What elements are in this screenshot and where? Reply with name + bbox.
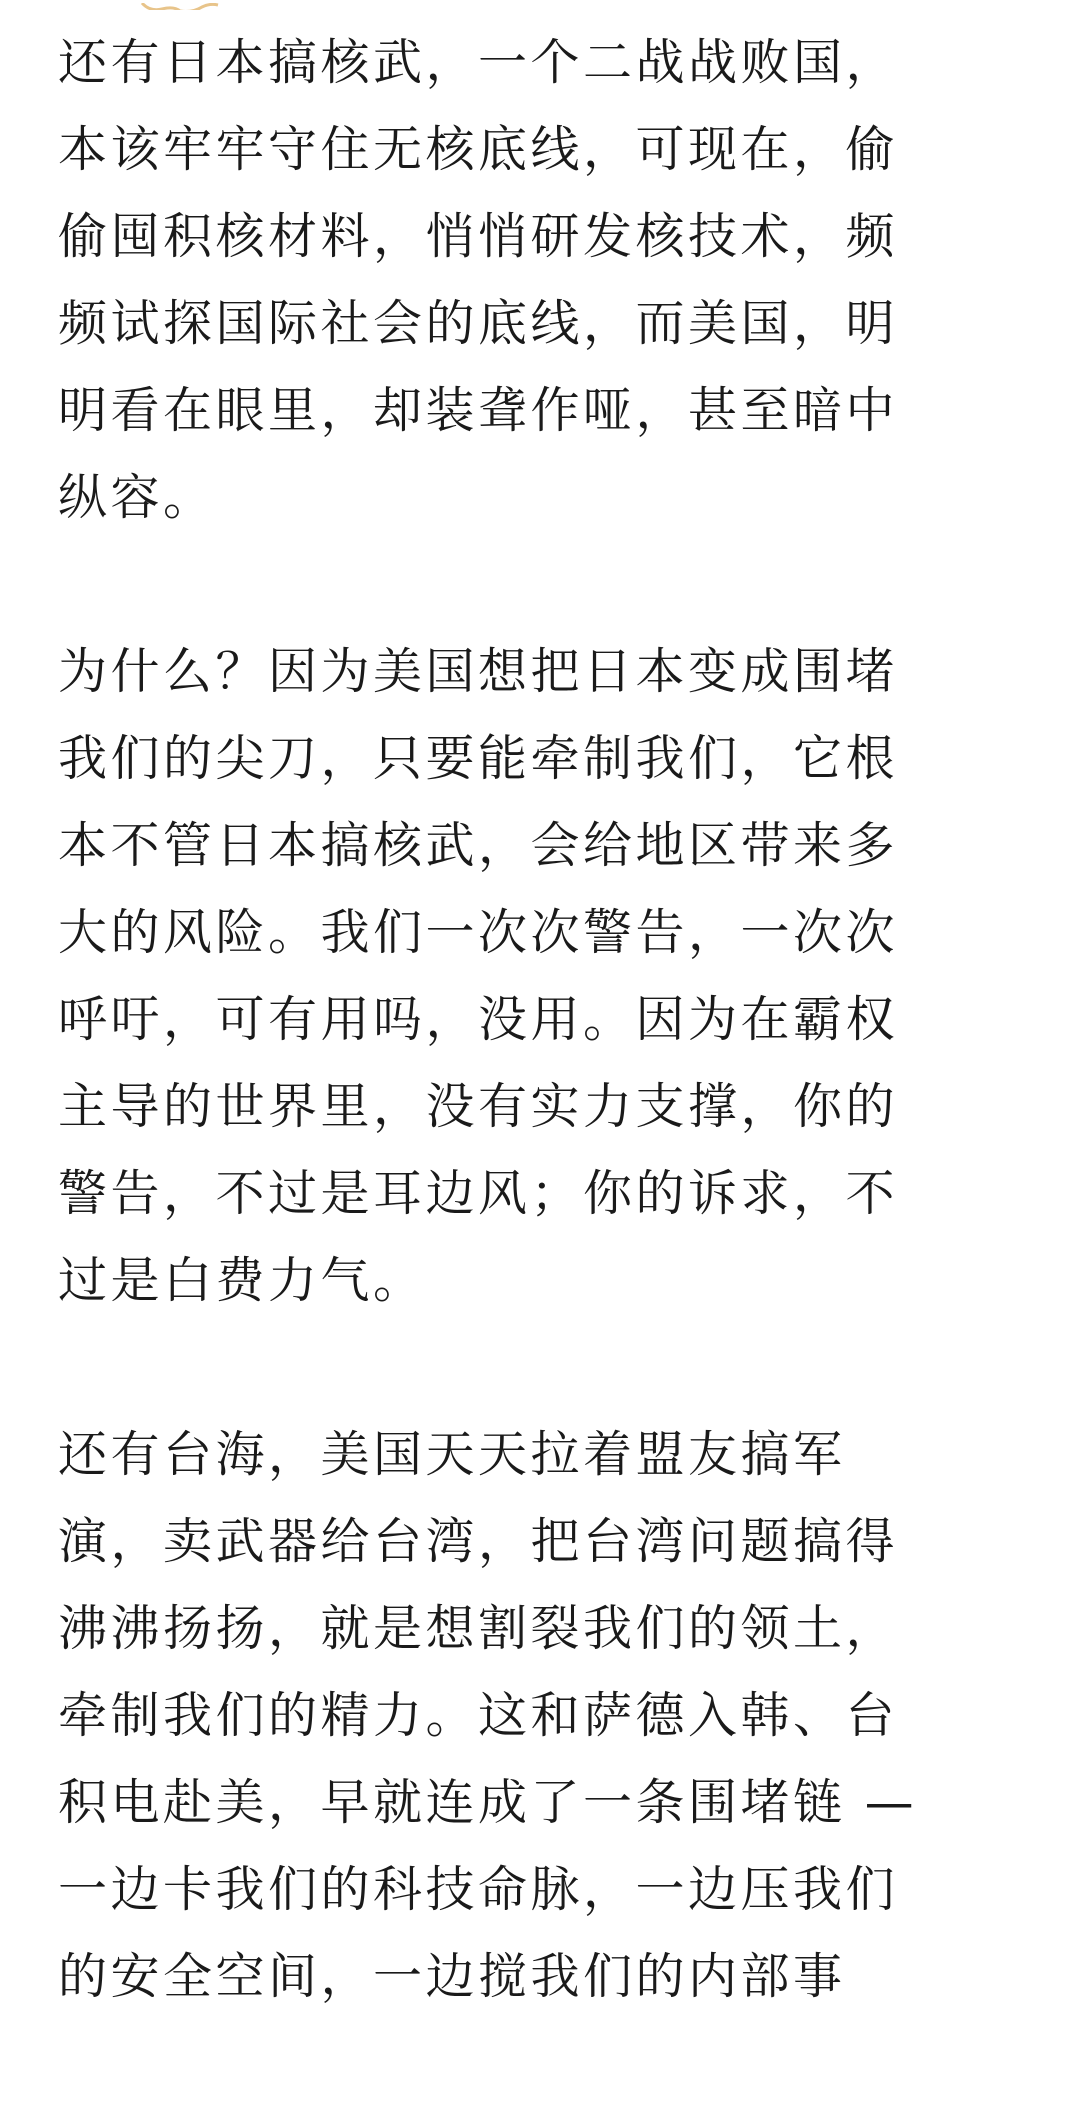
sticker-icon [140,0,220,10]
paragraph-why: 为什么？因为美国想把日本变成围堵 我们的尖刀，只要能牵制我们，它根 本不管日本搞核武，会给地区带来多 大的风险。我们一次次警告，一次次 呼吁，可有用吗，没用。因为在霸权 主导的世界里，没有实力支撑，你的 警告，不过是耳边风；你的诉求，不 过是白费力气。 [58,643,899,1309]
paragraph-taiwan-strait: 还有台海，美国天天拉着盟友搞军 演，卖武器给台湾，把台湾问题搞得 沸沸扬扬，就是想割裂我们的领土， 牵制我们的精力。这和萨德入韩、台 积电赴美，早就连成了一条围堵链 — 一边卡我们的科技命脉，一边压我们 的安全空间，一边搅我们的内部事 [58,1426,918,2005]
article-body [58,19,1028,2107]
paragraph-japan-nuclear: 还有日本搞核武，一个二战战败国， 本该牢牢守住无核底线，可现在，偷 偷囤积核材料，悄悄研发核技术，频 频试探国际社会的底线，而美国，明 明看在眼里，却装聋作哑，甚至暗中 纵容。 [58,34,899,526]
